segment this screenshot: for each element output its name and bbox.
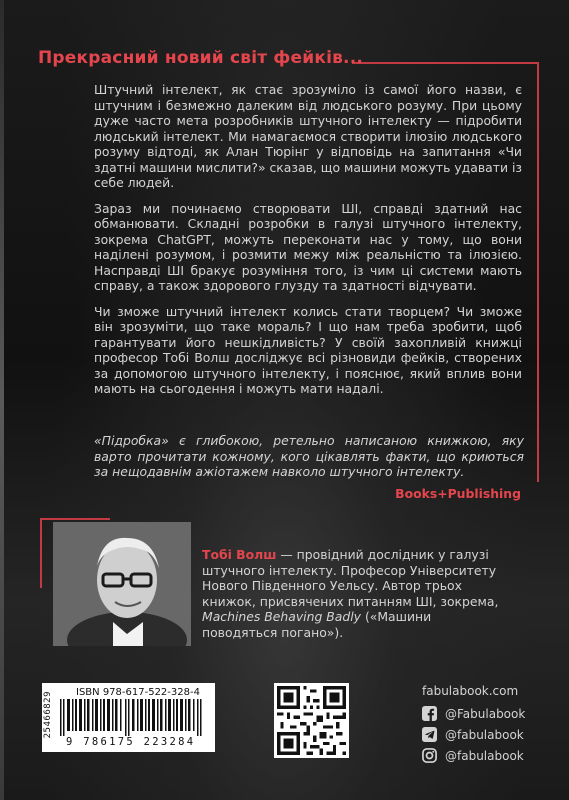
isbn: ISBN 978-617-522-328-4 xyxy=(76,687,200,698)
instagram-link[interactable] xyxy=(422,746,525,765)
telegram-icon xyxy=(422,727,437,742)
author-name: Тобі Волш xyxy=(202,547,277,562)
headline: Прекрасний новий світ фейків... xyxy=(38,48,364,68)
paragraph: Штучний інтелект, як стає зрозуміло із самої його назви, є штучним і безмежно далеким від людського розуму. При цьому дуже часто мета розробників штучного інтелекту — підробити людський інтелект. Ми намагаємося створити ілюзію людського розуму відтоді, як Алан Тюрінг у відповідь на запитання «Чи здатні машини мислити?» сказав, що машини можуть удавати із себе людей. xyxy=(94,82,522,190)
paragraph: Чи зможе штучний інтелект колись стати творцем? Чи зможе він зрозуміти, що таке мораль? І що нам треба зробити, щоб гарантувати його нешкідливість? У своїй захопливій книжці професор Тобі Волш досліджує всі різновиди фейків, створених за допомогою штучного інтелекту, і пояснює, який вплив вони мають на сьогодення і можуть мати надалі. xyxy=(94,303,522,396)
barcode-bars xyxy=(60,699,210,736)
facebook-handle: @Fabulabook xyxy=(445,706,526,721)
facebook-link[interactable] xyxy=(422,704,525,723)
author-bio-text: — провідний дослідник у галузі штучного інтелекту. Професор Університету Нового Південного Уельсу. Автор трьох книжок, присвячених питанням ШІ, зокрема, xyxy=(202,547,499,609)
publisher-contacts xyxy=(422,684,525,767)
author-bio-text-end: («Машини поводяться погано»). xyxy=(202,609,432,640)
barcode-side-code: 25466829 xyxy=(43,691,53,739)
qr-code-pattern xyxy=(277,686,346,755)
barcode-digits: 9 786175 223284 xyxy=(66,736,196,748)
instagram-icon xyxy=(422,748,437,763)
frame-right-line xyxy=(537,62,539,482)
barcode xyxy=(42,683,215,752)
frame-corner-horizontal xyxy=(40,518,110,520)
author-book-title: Machines Behaving Badly xyxy=(202,609,361,624)
author-bio xyxy=(202,547,502,640)
spine-edge xyxy=(0,0,4,800)
review-source: Books+Publishing xyxy=(395,486,521,501)
description xyxy=(94,82,522,407)
telegram-handle: @fabulabook xyxy=(445,727,524,742)
qr-code[interactable] xyxy=(274,683,349,758)
telegram-link[interactable] xyxy=(422,725,525,744)
frame-top-line xyxy=(352,62,539,64)
review-quote: «Підробка» є глибокою, ретельно написаною книжкою, яку варто прочитати кожному, кого цікавлять факти, що криються за нещодавнім ажіотажем навколо штучного інтелекту. xyxy=(94,433,524,479)
frame-corner-vertical xyxy=(40,518,42,588)
author-photo xyxy=(53,522,191,646)
instagram-handle: @fabulabook xyxy=(445,748,524,763)
paragraph: Зараз ми починаємо створювати ШІ, справді здатний нас обманювати. Складні розробки в галузі штучного інтелекту, зокрема ChatGPT, можуть переконати нас у тому, що вони наділені розумом, і розмити межу між реальністю та ілюзією. Насправді ШІ бракує розуміння того, із чим ці системи мають справу, а також здорового глузду та здатності відчувати. xyxy=(94,200,522,293)
website-link[interactable]: fabulabook.com xyxy=(422,684,519,698)
facebook-icon xyxy=(422,706,437,721)
